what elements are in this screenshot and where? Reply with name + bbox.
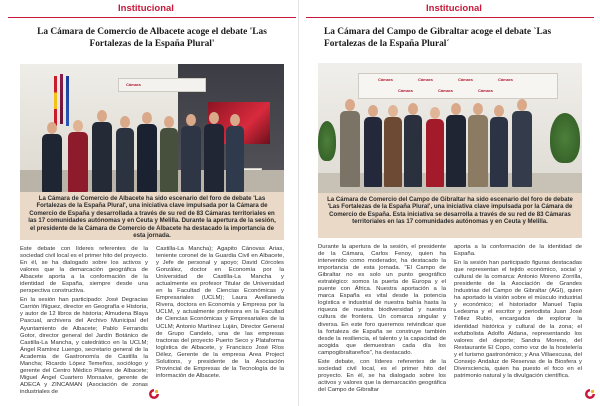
paragraph: Este debate con líderes referentes de la sociedad civil local es el primer hito del proyecto. En él, se ha dialogado sobre los activos y valores que la demarcación geográfica de Albacete aporta a la conformación de la identidad de España, siempre desde una perspectiva constructiva. <box>20 246 148 295</box>
paragraph: En la sesión han participado figuras destacadas que representan el tejido económico, social y cultural de la comarca: Antonio Moreno Zorrilla, presidente de la Asociación de Grandes Industrias del Campo de Gibraltar (AGI), quien ha aportado la visión sobre el músculo industrial y económico; el historiador Manuel Tapia Ledesma y el escritor y periodista Juan José Téllez Rubio, encargados de explorar la identidad histórica y cultural de la zona; el exfutbolista Adolfo Aldana, representando los valores del deporte; Sandra Moreno, del Restaurante El Copo, como voz de la hostelería y el turismo gastronómico; y Ana Villaescusa, del Consejo Andaluz de Reservas de la Biosfera y Diversciencia, quien ha puesto el foco en el patrimonio natural y la divulgación científica. <box>454 260 582 379</box>
banner-text: Cámara <box>398 88 413 93</box>
group-photo <box>20 64 284 192</box>
paragraph: En la sesión han participado: José Degracias Carrión Iñiguez, director en Geografía e Historia, y autor de 12 libros de historia; Almudena Blaya Pascual, archivera del Archivo Municipal del Ayuntamiento de Albacete; Pablo Ferrandis Gotor, director general del Jardín Botánico de Castilla-La Mancha, y catedrático en la UCLM; Ángel Ramírez Luengo, secretario general de la Academia de Gastronomía de Castilla la Mancha; Ricardo López Temeños, sociólogo y gerente del Centro Médico Pilares de Albacete; Miguel Ángel Cuartero Monsalve, gerente de ADECA y ZINCAMAN (Asociación de zonas industriales de <box>20 297 148 395</box>
person <box>68 132 88 192</box>
person <box>490 117 508 187</box>
paragraph: Durante la apertura de la sesión, el presidente de la Cámara, Carlos Fenoy, quien ha intervenido como moderador, ha destacado la importancia de esta jornada. "El Campo de Gibraltar no es solo un punto geográfico estratégico: somos la puerta de Europa y el puente con África. Nuestra aportación a la marca España es vital desde la potencia logística e industrial de nuestra bahía hasta la riqueza de nuestra biodiversidad y nuestra cultura de frontera. Un comarca singular y diversa. En este foro queremos reivindicar que la fortaleza de España se construye también desde la resiliencia, el talento y la capacidad de acogida que demuestran cada día los campogibraltareños", ha destacado. <box>318 244 446 356</box>
plant <box>318 121 336 161</box>
section-label: Institucional <box>118 3 174 14</box>
group-photo <box>318 63 582 193</box>
paragraph: aporta a la conformación de la identidad de España. <box>454 244 582 258</box>
person <box>426 119 444 187</box>
page-gutter <box>298 0 299 406</box>
paragraph: Castilla-La Mancha); Agapito Cánovas Arias, teniente coronel de la Guardia Civil en Albacete, y Jefe de personal y apoyo; David Córcoles González, doctor en Economía por la Universidad de Castilla-La Mancha y actualmente es profesor Titular de Universidad en la Facultad de Ciencias Económicas y Empresariales (UCLM); Laura Avellaneda Rivera, doctora en Economía y Empresa por la UCLM, y actualmente profesora en la Facultad de Ciencias Económicas y Empresariales de la UCLM; Antonio Martínez Luján, Director General de Grupo Candelo, una de las empresas tractoras del proyecto Puerto Seco y Plataforma logística de Albacete, y Francisco José Ríos Délez, Gerente de la empresa Area Project Solutions, y presidente de la Asociación Provincial de Empresas de la Tecnología de la información de Albacete. <box>156 246 284 379</box>
person <box>181 126 201 192</box>
person <box>446 115 466 187</box>
photo-caption: La Cámara de Comercio del Campo de Gibraltar ha sido escenario del foro de debate 'Las Fortalezas de la España Plural', una iniciativa clave impulsada por la Cámara de Comercio de España. Esta iniciativa se desarrolla a través de su red de 83 Cámaras territoriales en las 17 comunidades autónomas y en Ceuta y Melilla. <box>318 193 582 238</box>
person <box>340 111 360 187</box>
person <box>116 128 134 192</box>
text-column <box>156 246 284 406</box>
person <box>92 122 112 192</box>
left-page <box>8 0 296 406</box>
article-headline: La Cámara del Campo de Gibraltar acoge el debate `Las Fortalezas de la España Plural´ <box>324 27 552 50</box>
person <box>404 115 422 187</box>
banner-text: Cámara <box>478 88 493 93</box>
person <box>226 126 244 192</box>
person <box>468 115 488 187</box>
person <box>137 124 157 192</box>
text-column <box>318 244 446 404</box>
person <box>42 134 62 192</box>
banner-text: Cámara <box>378 77 393 82</box>
camara-logo-icon <box>148 388 160 400</box>
person <box>384 117 402 187</box>
section-label: Institucional <box>426 3 482 14</box>
banner-text: Cámara <box>458 77 473 82</box>
camara-logo-icon <box>584 388 596 400</box>
section-header <box>8 0 296 18</box>
photo-caption: La Cámara de Comercio de Albacete ha sido escenario del foro de debate 'Las Fortalezas de la España Plural', una iniciativa clave impulsada por la Cámara de Comercio de España y desarrollada a través de su red de 83 Cámaras territoriales en las 17 comunidades autónomas y en Ceuta y Melilla. Durante la apertura de la sesión, el presidente de la Cámara de Comercio de Albacete ha destacado la importancia de esta jornada. <box>20 192 284 240</box>
text-column <box>454 244 582 404</box>
banner-text: Cámara <box>498 77 513 82</box>
banner-text: Cámara <box>438 88 453 93</box>
article-headline: La Cámara de Comercio de Albacete acoge el debate 'Las Fortalezas de la España Plural' <box>37 27 267 50</box>
banner-text: Cámara <box>126 82 141 87</box>
plant <box>550 113 580 163</box>
right-page <box>306 0 594 406</box>
person <box>160 128 178 192</box>
person <box>204 124 224 192</box>
person <box>512 111 532 187</box>
person <box>364 117 382 187</box>
text-column <box>20 246 148 406</box>
article-body <box>20 246 284 406</box>
banner-text: Cámara <box>418 77 433 82</box>
paragraph: Este debate, con líderes referentes de la sociedad civil local, es el primer hito del proyecto. En él, se ha dialogado sobre los activos y valores que la demarcación geográfica del Campo de Gibraltar <box>318 358 446 393</box>
article-body <box>318 244 582 404</box>
section-header <box>306 0 594 18</box>
